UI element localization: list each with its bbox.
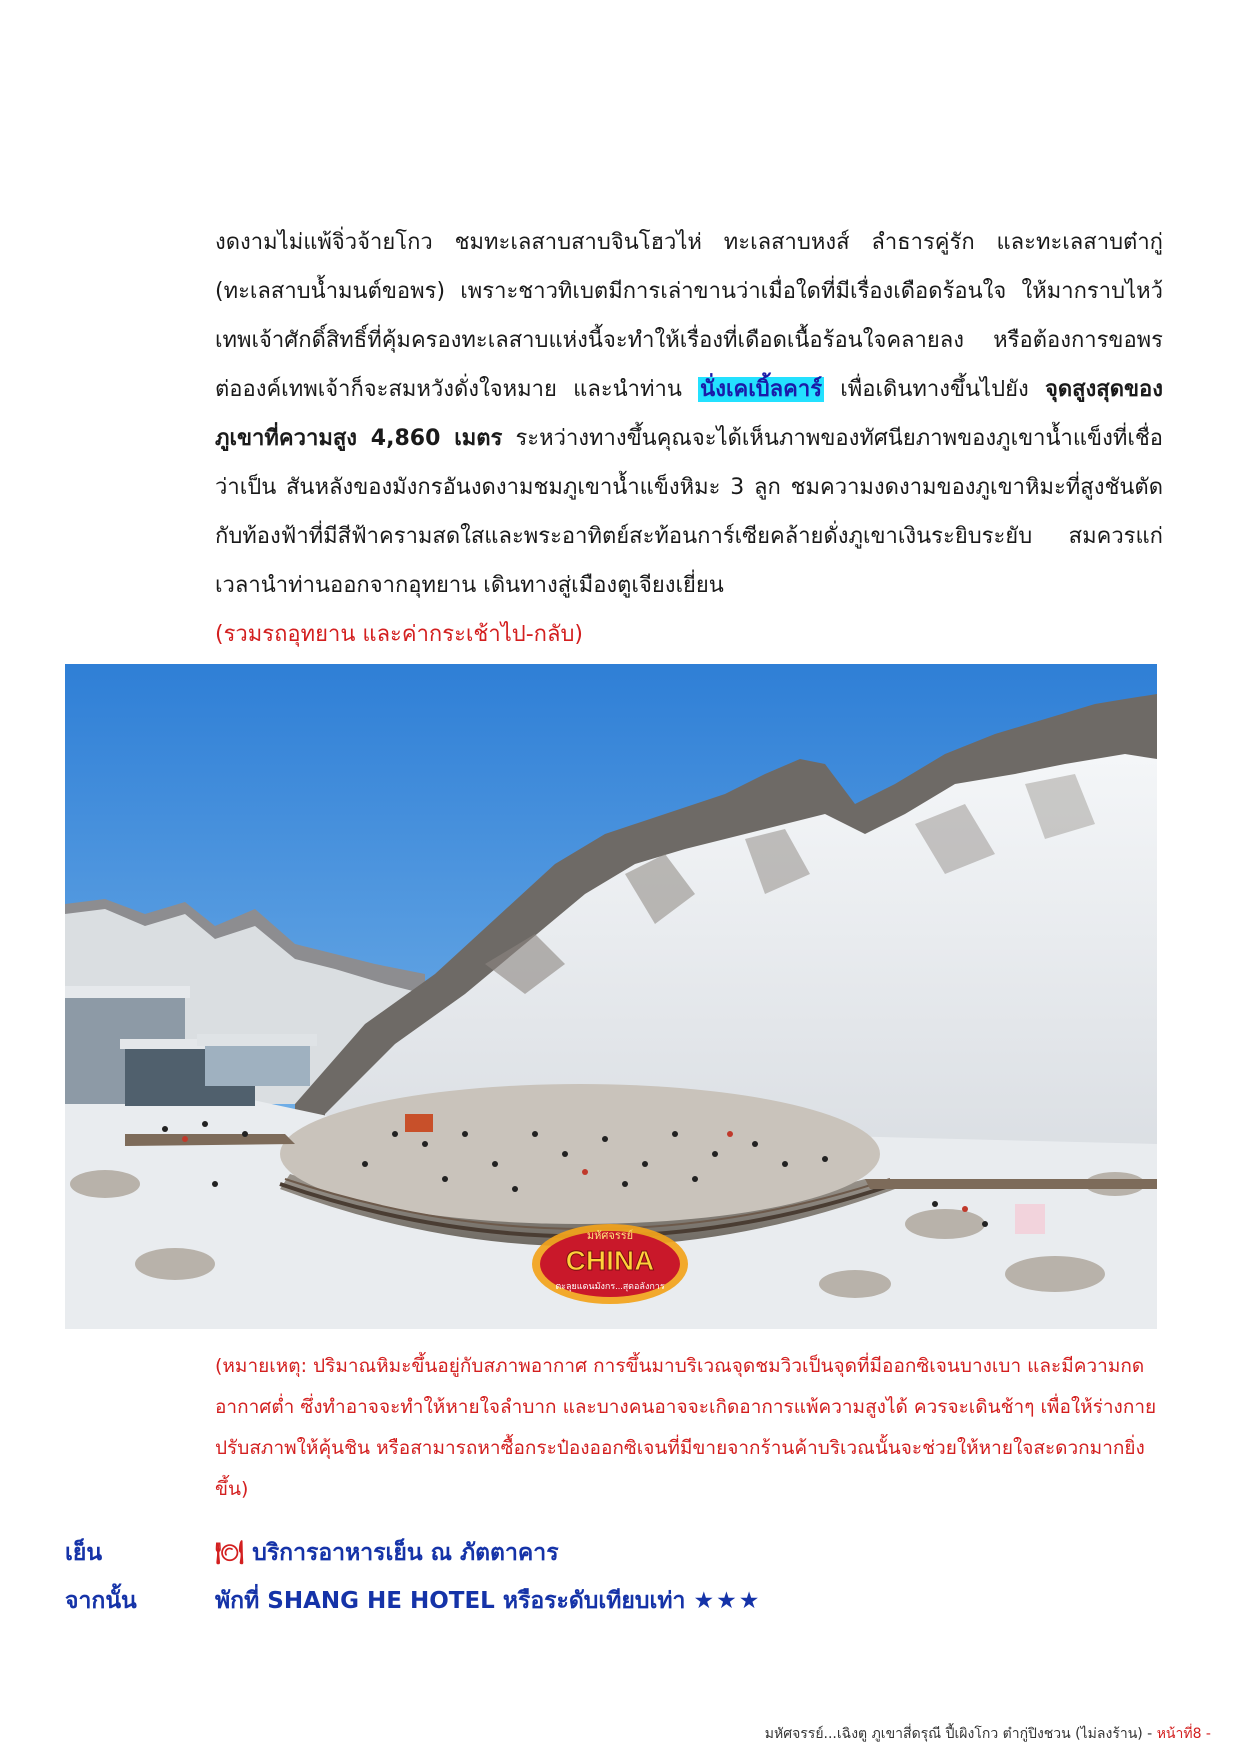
china-logo [532,1224,688,1304]
snow-mountain-photo [65,664,1157,1329]
logo-main-text: CHINA [565,1245,655,1276]
hotel-text: พักที่ SHANG HE HOTEL หรือระดับเทียบเท่า [215,1588,686,1614]
footer-text: มหัศจรรย์...เฉิงตู ภูเขาสี่ดรุณี ปี้เผิงโกว ต๋ากู่ปิงชวน (ไม่ลงร้าน) - [764,1726,1157,1742]
logo-top-text: มหัศจรรย์ [586,1230,634,1242]
paragraph-text-1: งดงามไม่แพ้จิ่วจ้ายโกว ชมทะเลสาบสาบจินโฮวไห่ ทะเลสาบหงส์ ลำธารคู่รัก และทะเลสาบต๋ากู่ (ทะเลสาบน้ำมนต์ขอพร) เพราะชาวทิเบตมีการเล่าขานว่าเมื่อใดที่มีเรื่องเดือดร้อนใจ ให้มากราบไหว้เทพเจ้าศักดิ์สิทธิ์ที่คุ้มครองทะเลสาบแห่งนี้จะทำให้เรื่องที่เดือดเนื้อร้อนใจคลายลง หรือต้องการขอพรต่อองค์เทพเจ้าก็จะสมหวังดั่งใจหมาย และนำท่าน [215,230,1163,402]
page-footer [765,1723,1211,1745]
paragraph-text-3: ระหว่างทางขึ้นคุณจะได้เห็นภาพของทัศนียภาพของภูเขาน้ำแข็งที่เชื่อว่าเป็น สันหลังของมังกรอันงดงามชมภูเขาน้ำแข็งหิมะ 3 ลูก ชมความงดงามของภูเขาหิมะที่สูงชันตัดกับท้องฟ้าที่มีสีฟ้าครามสดใสและพระอาทิตย์สะท้อนการ์เซียคล้ายดั่งภูเขาเงินระยิบระยับ สมควรแก่เวลานำท่านออกจากอุทยาน เดินทางสู่เมืองตูเจียงเยี่ยน [215,426,1163,598]
itinerary-paragraph [215,218,1163,659]
included-note: (รวมรถอุทยาน และค่ากระเช้าไป-กลับ) [215,622,584,647]
dinner-label: เย็น [65,1540,103,1566]
remark-note: (หมายเหตุ: ปริมาณหิมะขึ้นอยู่กับสภาพอากาศ การขึ้นมาบริเวณจุดชมวิวเป็นจุดที่มีออกซิเจนบางเบา และมีความกดอากาศต่ำ ซึ่งทำอาจจะทำให้หายใจลำบาก และบางคนอาจจะเกิดอาการแพ้ความสูงได้ ควรจะเดินช้าๆ เพื่อให้ร่างกายปรับสภาพให้คุ้นชิน หรือสามารถหาซื้อกระป๋องออกซิเจนที่มีขายจากร้านค้าบริเวณนั้นจะช่วยให้หายใจสะดวกมากยิ่งขึ้น) [215,1355,1157,1500]
star-rating-icon: ★★★ [693,1588,762,1614]
hotel-value [215,1583,761,1619]
summit-bold-text: จุดสูงสุดของภูเขาที่ความสูง 4,860 เมตร [215,377,1163,451]
dining-icon: 🍽 [215,1540,245,1566]
page-number: หน้าที่8 - [1156,1726,1211,1742]
logo-bottom-text: ตะลุยแดนมังกร...สุดอลังการ [555,1281,665,1291]
dinner-value [215,1535,559,1571]
dinner-text: บริการอาหารเย็น ณ ภัตตาคาร [252,1540,559,1566]
cable-car-highlight: นั่งเคเบิ้ลคาร์ [700,377,823,402]
paragraph-text-2: เพื่อเดินทางขึ้นไปยัง [824,377,1045,402]
after-label: จากนั้น [65,1588,137,1614]
